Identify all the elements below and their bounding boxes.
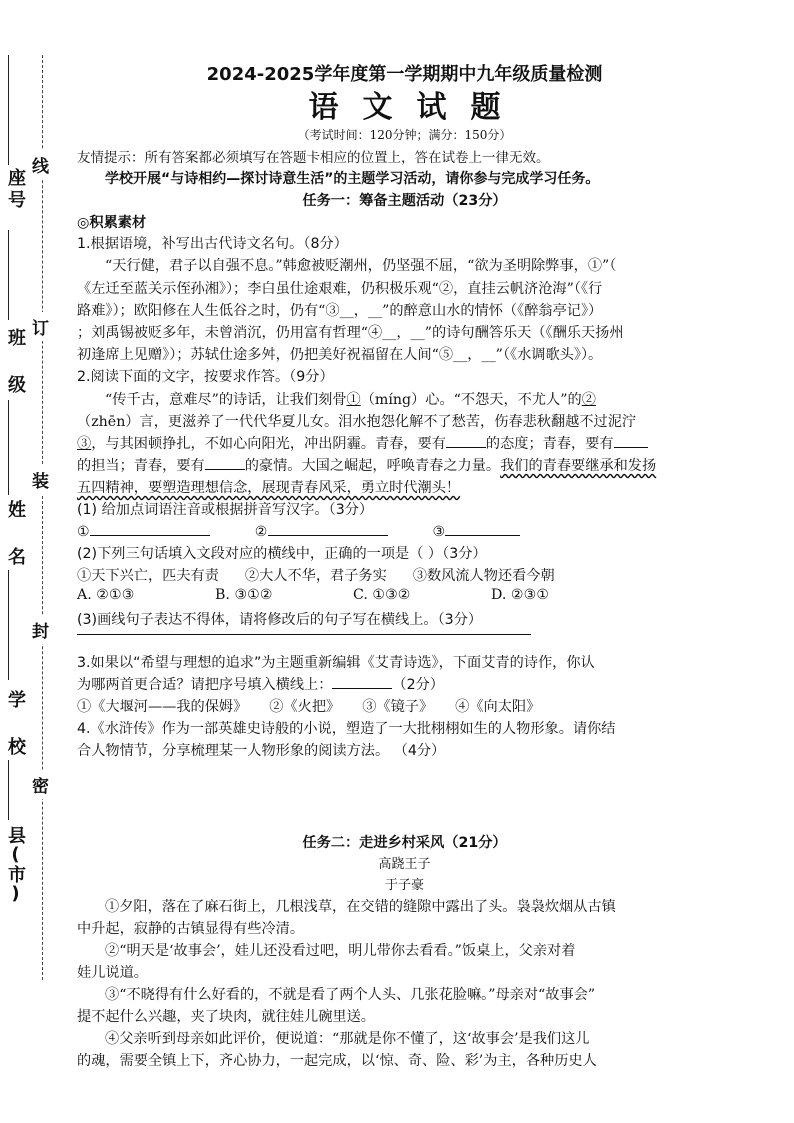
q4-stem: 4.《水浒传》作为一部英雄史诗般的小说，塑造了一大批栩栩如生的人物形象。请你结 bbox=[77, 721, 616, 737]
underlined-sentence: 我们的青春要继承和发扬 bbox=[500, 458, 657, 474]
blank-label: ③ bbox=[432, 524, 446, 540]
section-heading: ◎积累素材 bbox=[77, 215, 147, 231]
q4-stem-cont: 合人物情节，分享梳理某一人物形象的阅读方法。 （4分） bbox=[77, 743, 446, 759]
seal-char-mi: 密 bbox=[32, 770, 49, 799]
answer-blank[interactable] bbox=[90, 521, 210, 536]
field-label-class: 班 级 bbox=[5, 328, 26, 397]
q3-options bbox=[77, 696, 540, 716]
q2-sub2-choices bbox=[77, 587, 549, 603]
story-paragraph: ②“明天是‘故事会’，娃儿还没看过吧，明儿带你去看看。”饭桌上，父亲对着 bbox=[105, 943, 576, 959]
story-paragraph: 的魂，需要全镇上下，齐心协力，一起完成，以‘惊、奇、险、彩’为主，各种历史人 bbox=[77, 1053, 597, 1069]
blank-mark: ② bbox=[581, 392, 596, 408]
option: ②大人不华，君子务实 bbox=[244, 568, 387, 584]
q3-stem: 3.如果以“希望与理想的追求”为主题重新编辑《艾青诗选》，下面艾青的诗作，你认 bbox=[77, 655, 595, 671]
task1-heading: 任务一：筹备主题活动（23分） bbox=[302, 193, 507, 209]
answer-blank bbox=[205, 455, 245, 470]
activity-intro: 学校开展“与诗相约—探讨诗意生活”的主题学习活动，请你参与完成学习任务。 bbox=[105, 171, 600, 187]
q2-passage-line bbox=[77, 477, 460, 497]
seal-char-xian: 线 bbox=[32, 150, 49, 179]
q3-stem-text: 为哪两首更合适？请把序号填入横线上： bbox=[77, 677, 333, 693]
q2-stem: 2.阅读下面的文字，按要求作答。（9分） bbox=[77, 369, 334, 385]
passage-text: 的担当；青春，要有 bbox=[77, 458, 205, 474]
choice-d[interactable]: D. ②③① bbox=[491, 587, 550, 603]
story-author: 于子豪 bbox=[384, 878, 424, 893]
option: ③《镜子》 bbox=[362, 699, 434, 715]
field-line-name bbox=[8, 400, 9, 495]
q3-score: （2分） bbox=[392, 677, 444, 693]
q2-sub1-blanks bbox=[77, 521, 520, 540]
passage-text: 的豪情。大国之崛起，呼唤青春之力量。 bbox=[244, 458, 501, 474]
q2-sub1: (1) 给加点词语注音或根据拼音写汉字。（3分） bbox=[77, 502, 374, 518]
passage-text: “传千古，意难尽”的诗话，让我们刻骨 bbox=[105, 392, 347, 408]
story-paragraph: ①夕阳，落在了麻石街上，几根浅草，在交错的缝隙中露出了头。袅袅炊烟从古镇 bbox=[105, 899, 616, 915]
field-label-school: 学 校 bbox=[5, 690, 26, 759]
answer-blank[interactable] bbox=[332, 674, 392, 689]
seal-line bbox=[42, 55, 43, 980]
q2-passage-line bbox=[77, 433, 648, 453]
q1-stem: 1.根据语境，补写出古代诗文名句。（8分） bbox=[77, 236, 348, 252]
answer-blank bbox=[446, 433, 486, 448]
passage-text: （míng）心。“不怨天，不尤人”的 bbox=[360, 392, 582, 408]
seal-char-ding: 订 bbox=[32, 312, 49, 341]
field-label-name: 姓 名 bbox=[5, 500, 26, 569]
seal-char-zhuang: 装 bbox=[32, 465, 49, 494]
story-paragraph: 提不起什么兴趣，夹了块肉，就往娃儿碗里送。 bbox=[77, 1009, 375, 1025]
q2-passage-line: （zhēn）言，更滋养了一代代华夏儿女。泪水抱怨化解不了愁苦，伤春悲秋翻越不过泥泞 bbox=[77, 414, 637, 430]
story-paragraph: ③“不晓得有什么好看的，不就是看了两个人头、几张花脸嘛。”母亲对“故事会” bbox=[105, 987, 596, 1003]
q1-line: 《左迁至蓝关示侄孙湘》）；李白虽仕途艰难，仍积极乐观“②，直挂云帆济沧海”（《行 bbox=[77, 281, 603, 297]
field-line-class bbox=[8, 230, 9, 320]
q3-stem-cont bbox=[77, 674, 444, 694]
q1-line: ；刘禹锡被贬多年，未曾消沉，仍用富有哲理“④__，__”的诗句酬答乐天（《酬乐天扬州 bbox=[77, 325, 624, 341]
underlined-sentence: 五四精神，要塑造理想信念，展现青春风采，勇立时代潮头！ bbox=[77, 480, 461, 496]
story-paragraph: 娃儿说道。 bbox=[77, 965, 148, 981]
blank-mark: ③ bbox=[77, 436, 92, 452]
field-line-county bbox=[8, 760, 9, 820]
field-line-seat bbox=[8, 55, 9, 165]
field-label-county: 县(市) bbox=[5, 826, 26, 904]
notice: 友情提示：所有答案都必须填写在答题卡相应的位置上，答在试卷上一律无效。 bbox=[77, 150, 550, 166]
story-title: 高跷王子 bbox=[378, 857, 431, 872]
blank-mark: ① bbox=[346, 392, 361, 408]
subject-title: 语文试题 bbox=[308, 90, 525, 125]
q2-sub2-options bbox=[77, 565, 555, 585]
story-paragraph: ④父亲听到母亲如此评价，便说道：“那就是你不懂了，这‘故事会’是我们这儿 bbox=[105, 1031, 590, 1047]
choice-a[interactable]: A. ②①③ bbox=[77, 587, 135, 603]
q2-passage-line bbox=[105, 389, 596, 409]
q2-passage-line bbox=[77, 455, 656, 475]
answer-blank[interactable] bbox=[268, 521, 388, 536]
q2-sub3: (3)画线句子表达不得体，请将修改后的句子写在横线上。（3分） bbox=[77, 612, 483, 628]
field-line-school bbox=[8, 570, 9, 680]
seal-char-feng: 封 bbox=[32, 615, 49, 644]
exam-info: （考试时间：120分钟；满分：150分） bbox=[297, 128, 512, 142]
q1-line: “天行健，君子以自强不息。”韩愈被贬潮州，仍坚强不屈，“欲为圣明除弊事，①”（ bbox=[105, 258, 617, 274]
passage-text: 的态度；青春，要有 bbox=[485, 436, 614, 452]
choice-b[interactable]: B. ③①② bbox=[215, 587, 273, 603]
q1-line: 路难》）；欧阳修在人生低谷之时，仍有“③__，__”的醉意山水的情怀（《醉翁亭记》） bbox=[77, 303, 603, 319]
option: ①天下兴亡，匹夫有责 bbox=[77, 568, 219, 584]
answer-blank[interactable] bbox=[445, 521, 520, 536]
q2-sub3-answer-line[interactable] bbox=[77, 620, 531, 639]
option: ③数风流人物还看今朝 bbox=[412, 568, 555, 584]
answer-blank bbox=[614, 433, 648, 448]
blank-label: ② bbox=[254, 524, 268, 540]
option: ④《向太阳》 bbox=[455, 699, 541, 715]
choice-c[interactable]: C. ①③② bbox=[353, 587, 411, 603]
task2-heading: 任务二：走进乡村采风（21分） bbox=[302, 835, 507, 851]
story-paragraph: 中升起，寂静的古镇显得有些冷清。 bbox=[77, 921, 305, 937]
option: ②《火把》 bbox=[269, 699, 341, 715]
option: ①《大堰河——我的保姆》 bbox=[77, 699, 248, 715]
exam-title: 2024-2025学年度第一学期期中九年级质量检测 bbox=[206, 64, 603, 85]
q1-line: 初逢席上见赠》）；苏轼仕途多舛，仍把美好祝福留在人间“⑤__，__”（《水调歌头》）。 bbox=[77, 347, 603, 363]
blank-label: ① bbox=[77, 524, 90, 540]
field-label-seat: 座号 bbox=[5, 168, 26, 212]
passage-text: ，与其困顿挣扎，不如心向阳光，冲出阴霾。青春，要有 bbox=[91, 436, 446, 452]
q2-sub2: (2)下列三句话填入文段对应的横线中，正确的一项是（ ）（3分） bbox=[77, 546, 487, 562]
